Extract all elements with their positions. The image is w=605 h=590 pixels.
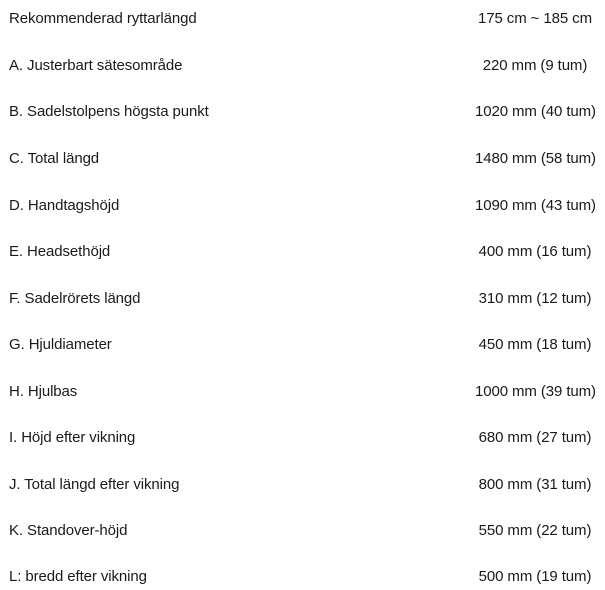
spec-value: 175 cm ~ 185 cm [478,10,592,27]
spec-label: J. Total längd efter vikning [9,476,180,493]
spec-label: B. Sadelstolpens högsta punkt [9,103,209,120]
spec-row-folded-height [0,426,605,450]
spec-row-handlebar-height [0,194,605,218]
spec-label: I. Höjd efter vikning [9,429,136,446]
spec-value: 1000 mm (39 tum) [475,383,596,400]
spec-label: L: bredd efter vikning [9,568,147,585]
spec-row-headset-height [0,240,605,264]
spec-value: 1020 mm (40 tum) [475,103,596,120]
spec-row-folded-width [0,565,605,589]
spec-row-total-length [0,147,605,171]
spec-value: 800 mm (31 tum) [478,476,592,493]
spec-row-adjustable-seat-range [0,54,605,78]
spec-label: F. Sadelrörets längd [9,290,141,307]
spec-label: A. Justerbart sätesområde [9,57,183,74]
spec-label: K. Standover-höjd [9,522,128,539]
spec-value: 310 mm (12 tum) [478,290,592,307]
spec-value: 550 mm (22 tum) [478,522,592,539]
spec-row-standover-height [0,519,605,543]
spec-label: H. Hjulbas [9,383,78,400]
spec-label: D. Handtagshöjd [9,197,120,214]
spec-label: C. Total längd [9,150,100,167]
spec-value: 220 mm (9 tum) [482,57,588,74]
spec-value: 680 mm (27 tum) [478,429,592,446]
spec-label: G. Hjuldiameter [9,336,112,353]
spec-value: 1090 mm (43 tum) [475,197,596,214]
spec-value: 1480 mm (58 tum) [475,150,596,167]
spec-row-seatpost-highest-point [0,100,605,124]
spec-value: 400 mm (16 tum) [478,243,592,260]
spec-row-seat-tube-length [0,287,605,311]
spec-label: E. Headsethöjd [9,243,111,260]
spec-value: 500 mm (19 tum) [478,568,592,585]
spec-row-folded-length [0,473,605,497]
spec-row-wheel-diameter [0,333,605,357]
spec-row-recommended-rider-height [0,7,605,31]
spec-row-wheelbase [0,380,605,404]
spec-label: Rekommenderad ryttarlängd [9,10,197,27]
spec-value: 450 mm (18 tum) [478,336,592,353]
